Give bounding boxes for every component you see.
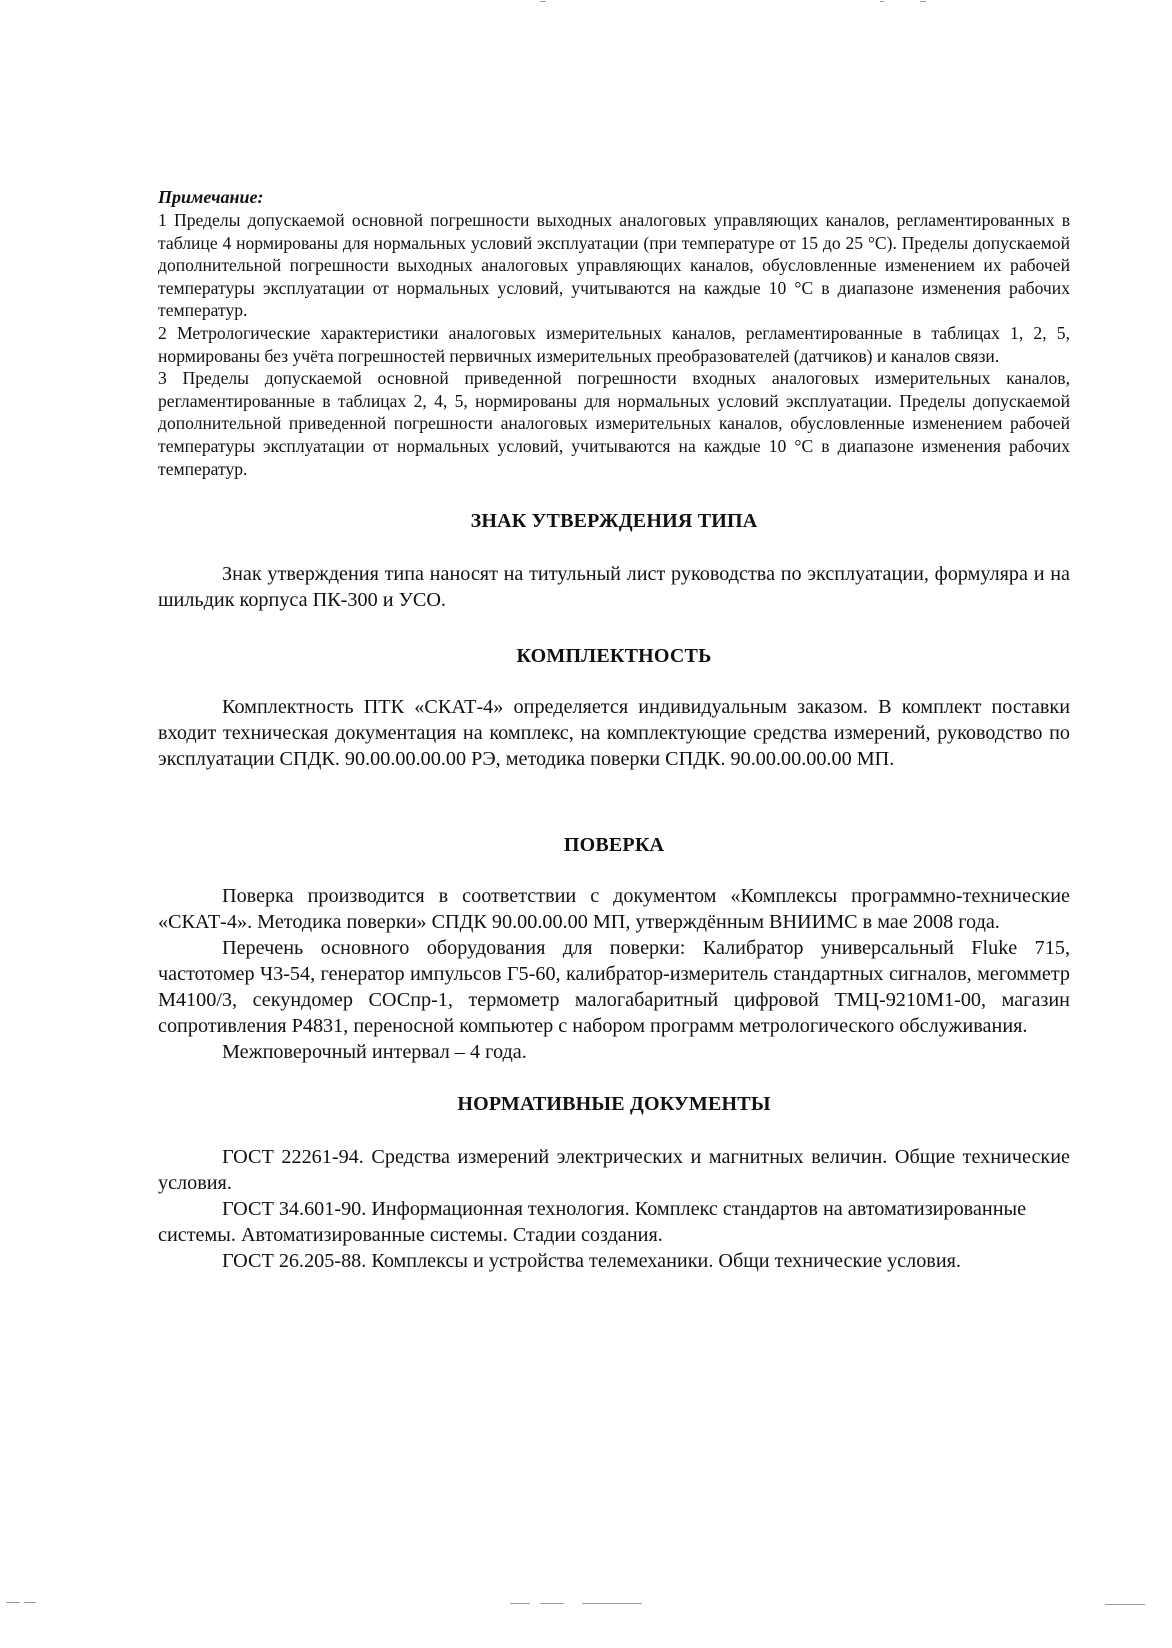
scan-artifacts-top xyxy=(0,0,1172,4)
paragraph: Межповерочный интервал – 4 года. xyxy=(222,1041,527,1064)
scan-mark xyxy=(540,1,546,2)
section-heading: КОМПЛЕКТНОСТЬ xyxy=(516,645,712,668)
section-normative-documents xyxy=(158,1093,1070,1274)
note-item-2: 2 Метрологические характеристики аналоговых измерительных каналов, регламентированные в таблицах 1, 2, 5, нормированы без учёта погрешностей первичных измерительных преобразователей (датчиков) и каналов связи. xyxy=(158,322,1070,366)
section-heading: НОРМАТИВНЫЕ ДОКУМЕНТЫ xyxy=(457,1093,771,1116)
note-block xyxy=(158,186,1070,480)
note-item-3: 3 Пределы допускаемой основной приведенной погрешности входных аналоговых измерительных каналов, регламентированные в таблицах 2, 4, 5, нормированы для нормальных условий эксплуатации. Пределы допускаемой дополнительной приведенной погрешности аналоговых измерительных каналов, обусловленные изменением рабочей температуры эксплуатации от нормальных условий, учитываются на каждые 10 °С в диапазоне изменения рабочих температур. xyxy=(158,368,1070,479)
section-type-approval xyxy=(158,510,1070,613)
section-heading: ЗНАК УТВЕРЖДЕНИЯ ТИПА xyxy=(470,510,758,533)
document-page xyxy=(158,186,1070,1274)
paragraph: ГОСТ 22261-94. Средства измерений электрических и магнитных величин. Общие технические условия. xyxy=(158,1146,1070,1195)
scan-artifacts-bottom xyxy=(0,1602,1172,1612)
section-verification xyxy=(158,834,1070,1065)
paragraph: ГОСТ 26.205-88. Комплексы и устройства телемеханики. Общи технические условия. xyxy=(222,1250,961,1273)
section-completeness xyxy=(158,645,1070,772)
paragraph: ГОСТ 34.601-90. Информационная технология. Комплекс стандартов на автоматизированные системы. Автоматизированные системы. Стадии создания. xyxy=(158,1198,1027,1247)
paragraph: Перечень основного оборудования для поверки: Калибратор универсальный Fluke 715, частотомер Ч3-54, генератор импульсов Г5-60, калибратор-измеритель стандартных сигналов, мегомметр М4100/3, секундомер СОСпр-1, термометр малогабаритный цифровой ТМЦ-9210М1-00, магазин сопротивления Р4831, переносной компьютер с набором программ метрологического обслуживания. xyxy=(158,937,1070,1038)
scan-mark xyxy=(6,1602,20,1603)
scan-mark xyxy=(540,1603,564,1604)
note-item-1: 1 Пределы допускаемой основной погрешности выходных аналоговых управляющих каналов, регламентированных в таблице 4 нормированы для нормальных условий эксплуатации (при температуре от 15 до 25 °С). Пределы допускаемой дополнительной погрешности выходных аналоговых управляющих каналов, обусловленные изменением их рабочей температуры эксплуатации от нормальных условий, учитываются на каждые 10 °С в диапазоне изменения рабочих температур. xyxy=(158,210,1070,321)
paragraph: Поверка производится в соответствии с документом «Комплексы программно-технические «СКАТ-4». Методика поверки» СПДК 90.00.00.00 МП, утверждённым ВНИИМС в мае 2008 года. xyxy=(158,885,1070,934)
scan-mark xyxy=(1105,1604,1145,1605)
section-heading: ПОВЕРКА xyxy=(563,834,665,857)
scan-mark xyxy=(24,1602,36,1603)
scan-mark xyxy=(510,1603,530,1604)
paragraph: Знак утверждения типа наносят на титульный лист руководства по эксплуатации, формуляра и на шильдик корпуса ПК-300 и УСО. xyxy=(158,563,1070,612)
scan-mark xyxy=(880,1,884,2)
scan-mark xyxy=(582,1603,642,1604)
paragraph: Комплектность ПТК «СКАТ-4» определяется индивидуальным заказом. В комплект поставки входит техническая документация на комплекс, на комплектующие средства измерений, руководство по эксплуатации СПДК. 90.00.00.00.00 РЭ, методика поверки СПДК. 90.00.00.00.00 МП. xyxy=(158,696,1070,771)
note-title: Примечание: xyxy=(158,187,264,207)
scan-mark xyxy=(920,1,926,2)
